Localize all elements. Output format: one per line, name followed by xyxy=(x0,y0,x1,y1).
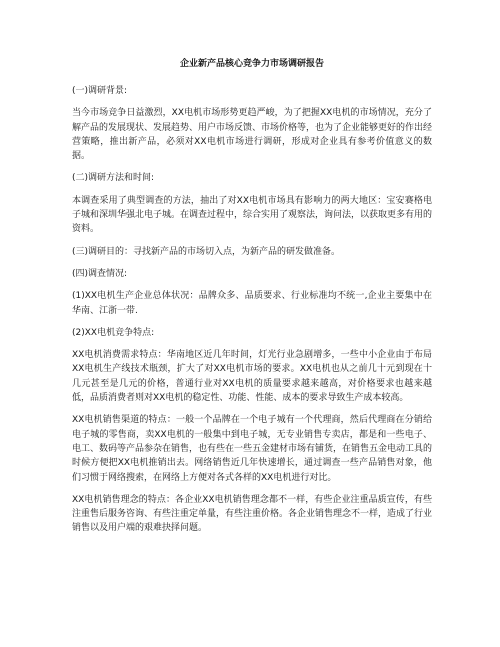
report-page xyxy=(72,58,432,544)
report-title: 企业新产品核心竞争力市场调研报告 xyxy=(179,59,324,69)
sales-concept-paragraph: XX电机销售理念的特点：各企业XX电机销售理念都不一样，有些企业注重品质宣传，有些注重售后服务咨询、有些注重定单量，有些注重价格。各企业销售理念不一样，造成了行业销售以及用户端的艰难抉择问题。 xyxy=(72,494,433,534)
section-purpose: (三)调研目的：寻找新产品的市场切入点，为新产品的研发做准备。 xyxy=(72,246,341,257)
section-background-heading: (一)调研背景: xyxy=(72,86,128,96)
section-method-body: 本调查采用了典型调查的方法，抽出了对XX电机市场具有影响力的两大地区：宝安赛格电子城和深圳华强北电子城。在调查过程中，综合实用了观察法，询问法，以获取更多有用的资料。 xyxy=(72,195,433,235)
sales-channel-paragraph: XX电机销售渠道的特点：一般一个品牌在一个电子城有一个代理商，然后代理商在分销给电子城的零售商，卖XX电机的一般集中到电子城，无专业销售专卖店，都是和一些电子、电工、数码等产品参杂在销售，也有些在一些五金建材市场有铺货，在销售五金电动工具的时候方便把XX电机推销出去。网络销售近几年快速增长，通过调查一些产品销售对象，他们习惯于网络搜索，在网络上方便对各式各样的XX电机进行对比。 xyxy=(72,415,433,483)
section-method-heading: (二)调研方法和时间: xyxy=(72,173,155,184)
section-background-body: 当今市场竞争日益激烈，XX电机市场形势更趋严峻，为了把握XX电机的市场情况，充分了解产品的发展现状、发展趋势、用户市场反馈、市场价格等，也为了企业能够更好的作出经营策略，推出新产品，必须对XX电机市场进行调研，形成对企业具有参考价值意义的数据。 xyxy=(72,108,433,162)
competition-heading: (2)XX电机竞争特点: xyxy=(72,327,155,338)
section-situation-heading: (四)调查情况: xyxy=(72,268,128,279)
situation-overview: (1)XX电机生产企业总体状况：品牌众多、品质要求、行业标准均不统一,企业主要集中在华南、江浙一带. xyxy=(72,291,432,316)
consumer-demand-paragraph: XX电机消费需求特点：华南地区近几年时间，灯光行业急剧增多，一些中小企业由于布局XX电机生产线技术瓶颈，扩大了对XX电机市场的要求。XX电机也从之前几十元到现在十几元甚至是几元的价格，普通行业对XX电机的质量要求越来越高，对价格要求也越来越低，品质消费者则对XX电机的稳定性、功能、性能、成本的要求导致生产成本较高。 xyxy=(72,350,432,404)
